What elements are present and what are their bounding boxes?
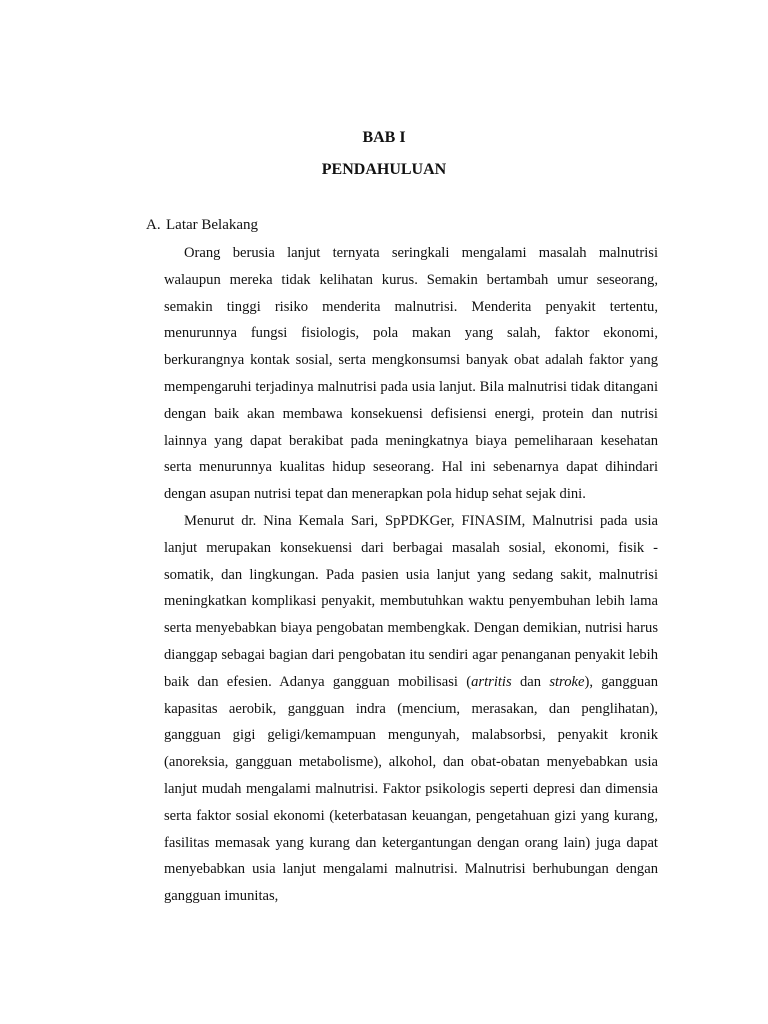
italic-term-artritis: artritis (471, 673, 512, 690)
paragraph-2 (164, 508, 658, 910)
chapter-number: BAB I (362, 129, 406, 146)
chapter-title: PENDAHULUAN (321, 161, 447, 178)
body-text (164, 240, 658, 910)
section-heading (146, 217, 258, 234)
section-marker: A. (146, 217, 161, 233)
paragraph-2-text-b: dan (511, 673, 550, 690)
paragraph-2-text-a: Menurut dr. Nina Kemala Sari, SpPDKGer, FINASIM, Malnutrisi pada usia lanjut merupakan konsekuensi dari berbagai masalah sosial, ekonomi, fisik - somatik, dan lingkungan. Pada pasien usia lanjut yang sedang sakit, malnutrisi meningkatkan komplikasi penyakit, membutuhkan waktu penyembuhan lebih lama serta menyebabkan biaya pengobatan membengkak. Dengan demikian, nutrisi harus dianggap sebagai bagian dari pengobatan itu sendiri agar penanganan penyakit lebih baik dan efesien. Adanya gangguan mobilisasi ( (164, 512, 658, 690)
section-title: Latar Belakang (166, 217, 259, 233)
paragraph-1: Orang berusia lanjut ternyata seringkali mengalami masalah malnutrisi walaupun mereka tidak kelihatan kurus. Semakin bertambah umur seseorang, semakin tinggi risiko menderita malnutrisi. Menderita penyakit tertentu, menurunnya fungsi fisiologis, pola makan yang salah, faktor ekonomi, berkurangnya kontak sosial, serta mengkonsumsi banyak obat adalah faktor yang mempengaruhi terjadinya malnutrisi pada usia lanjut. Bila malnutrisi tidak ditangani dengan baik akan membawa konsekuensi defisiensi energi, protein dan nutrisi lainnya yang dapat berakibat pada meningkatnya biaya pemeliharaan kesehatan serta menurunnya kualitas hidup seseorang. Hal ini sebenarnya dapat dihindari dengan asupan nutrisi tepat dan menerapkan pola hidup sehat sejak dini. (164, 245, 658, 503)
paragraph-2-text-c: ), gangguan kapasitas aerobik, gangguan indra (mencium, merasakan, dan penglihatan), gangguan gigi geligi/kemampuan mengunyah, malabsorbsi, penyakit kronik (anoreksia, gangguan metabolisme), alkohol, dan obat-obatan menyebabkan usia lanjut mudah mengalami malnutrisi. Faktor psikologis seperti depresi dan dimensia serta faktor sosial ekonomi (keterbatasan keuangan, pengetahuan gizi yang kurang, fasilitas memasak yang kurang dan ketergantungan dengan orang lain) juga dapat menyebabkan usia lanjut mengalami malnutrisi. Malnutrisi berhubungan dengan gangguan imunitas, (164, 673, 658, 905)
italic-term-stroke: stroke (549, 673, 585, 690)
